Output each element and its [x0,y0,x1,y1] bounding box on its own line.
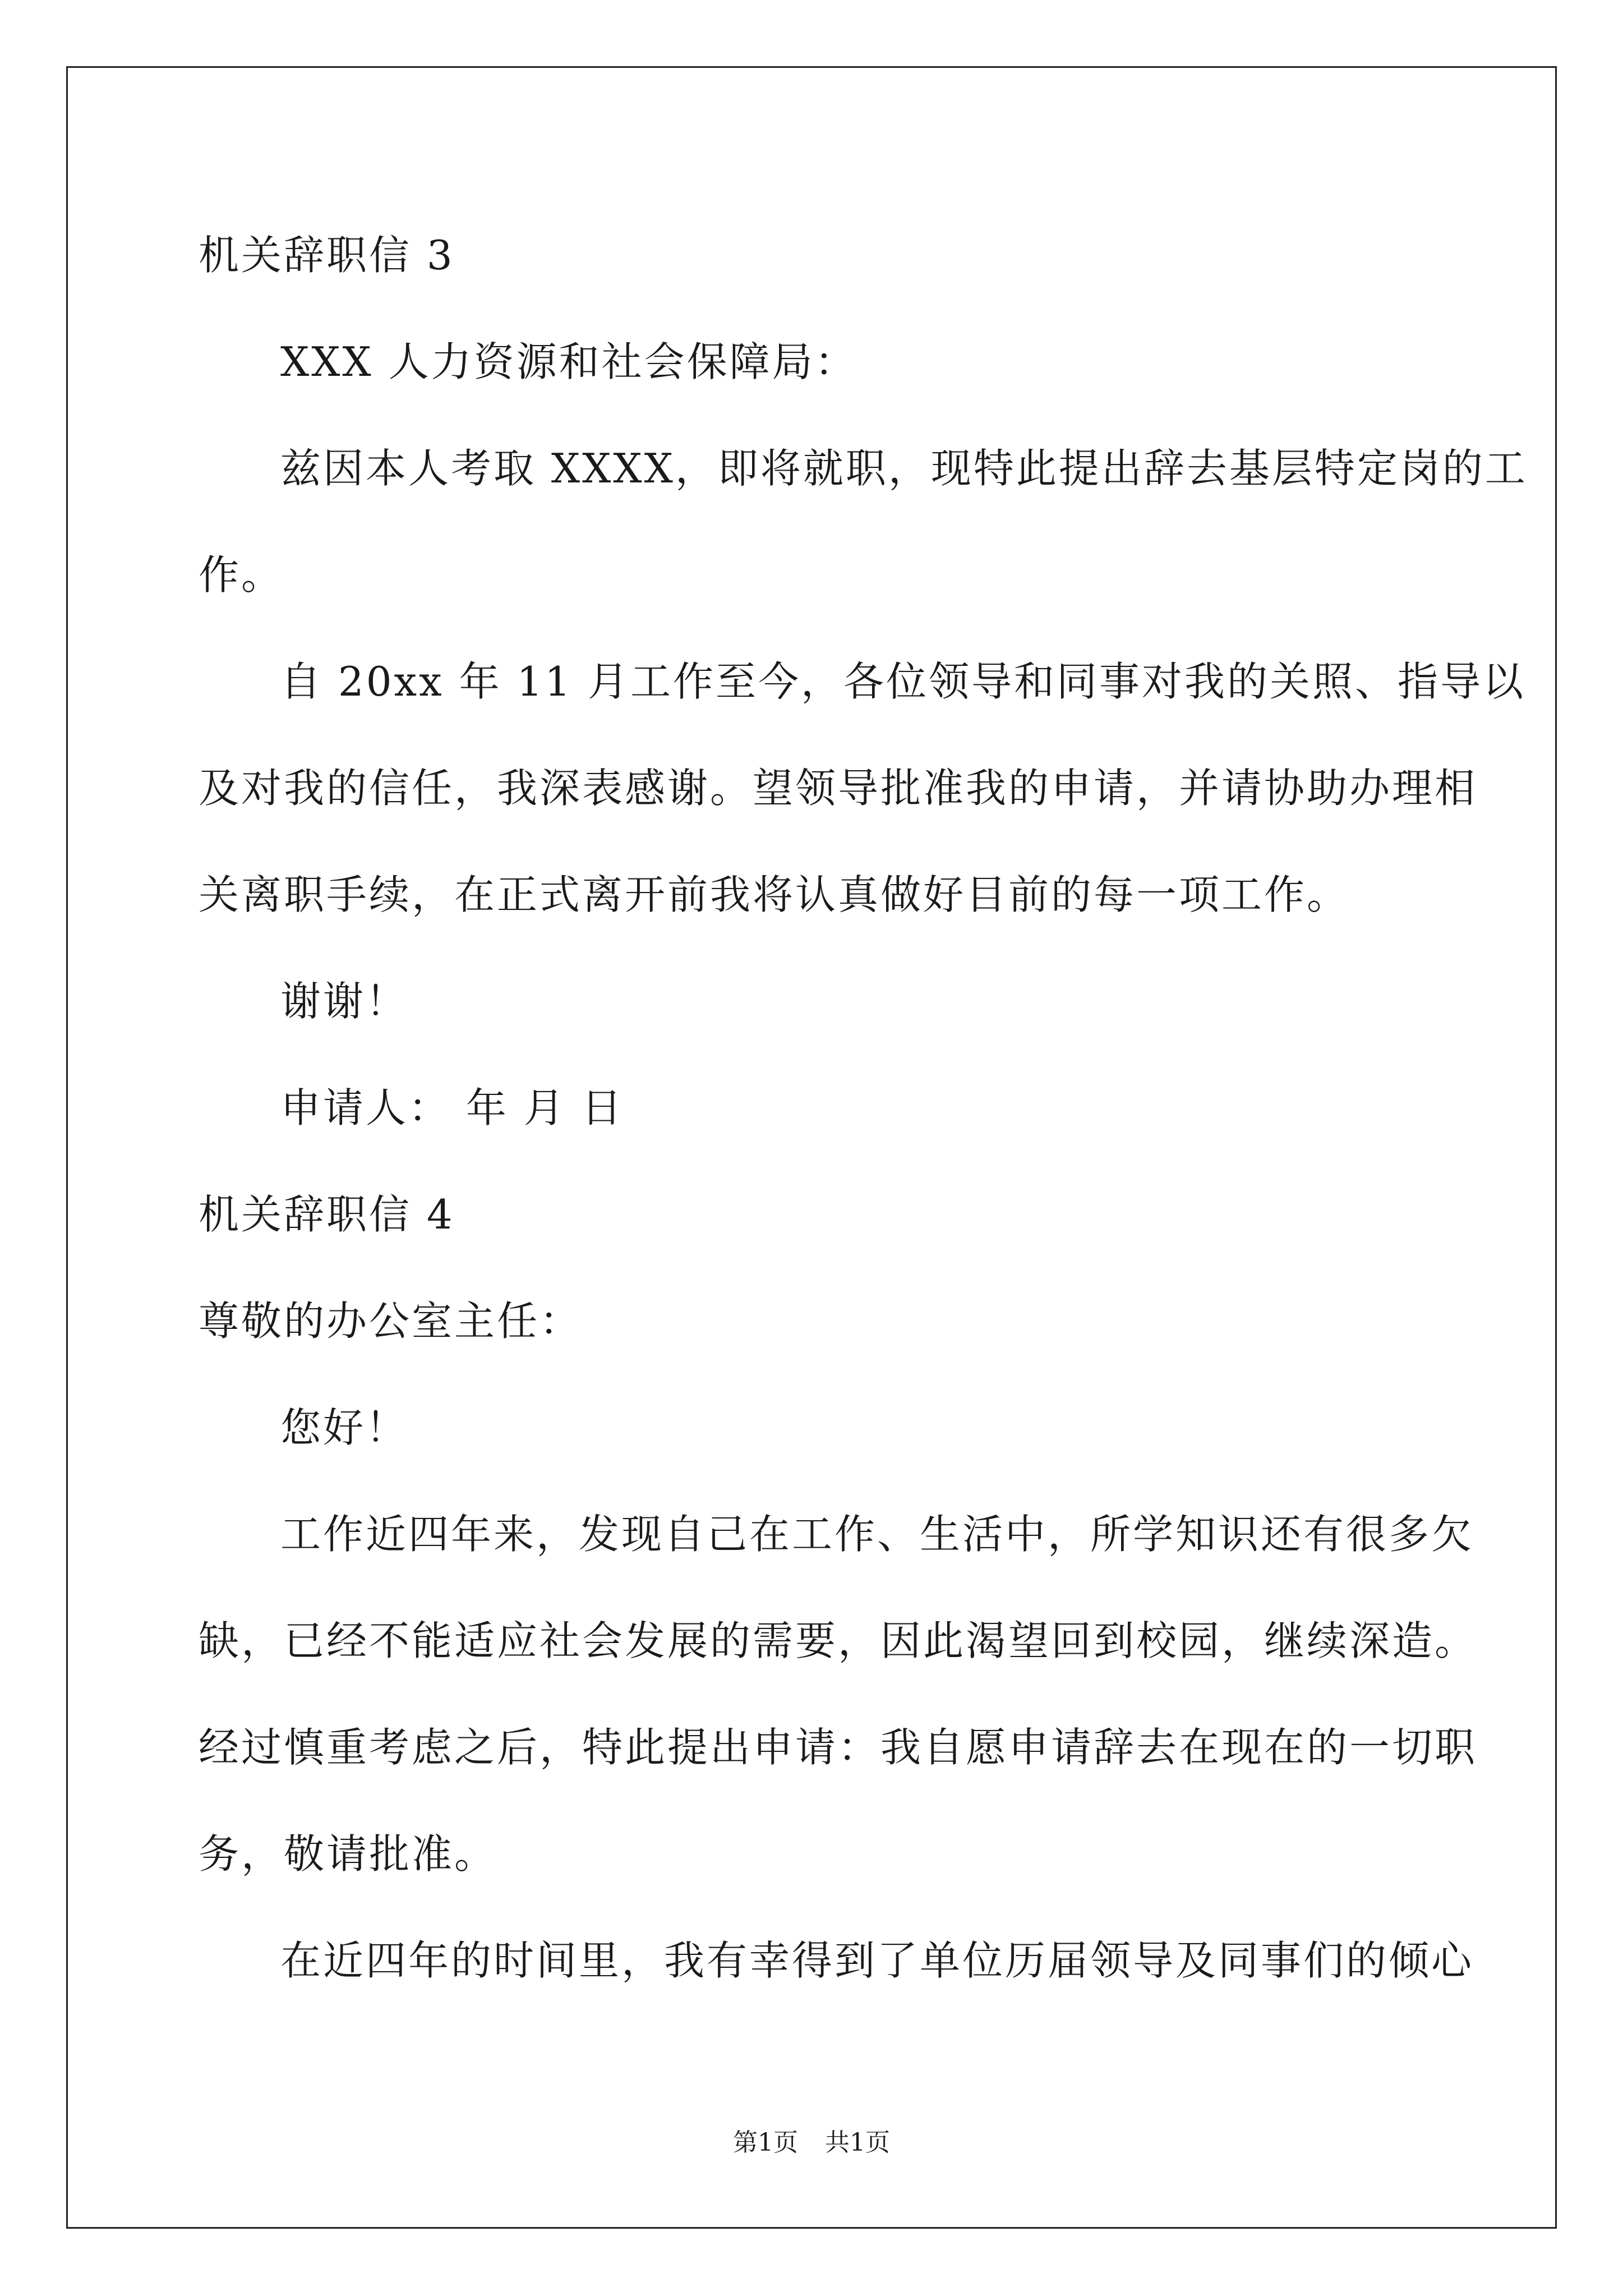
page-footer [0,2126,1623,2160]
page-number-total: 共1页 [825,2128,890,2157]
paragraph-line: 作。 [199,551,284,599]
page-number-current: 第1页 [733,2128,798,2157]
signature-line: 申请人： 年 月 日 [280,1084,624,1131]
closing-thanks: 谢谢！ [280,978,409,1025]
paragraph-line: 务，敬请批准。 [199,1830,497,1878]
paragraph-line: 缺，已经不能适应社会发展的需要，因此渴望回到校园，继续深造。 [199,1617,1478,1664]
paragraph-line: 及对我的信任，我深表感谢。望领导批准我的申请，并请协助办理相 [199,765,1478,812]
paragraph-line: 自 20xx 年 11 月工作至今，各位领导和同事对我的关照、指导以 [280,658,1525,705]
paragraph-line: 工作近四年来，发现自己在工作、生活中，所学知识还有很多欠 [280,1511,1474,1558]
paragraph-line: 兹因本人考取 XXXX，即将就职，现特此提出辞去基层特定岗的工 [280,445,1528,492]
letter-title: 机关辞职信 3 [199,232,455,279]
paragraph-line: 经过慎重考虑之后，特此提出申请：我自愿申请辞去在现在的一切职 [199,1724,1478,1771]
letter-title: 机关辞职信 4 [199,1191,455,1238]
document-body [199,202,1528,2014]
paragraph-line: 关离职手续，在正式离开前我将认真做好目前的每一项工作。 [199,871,1350,918]
salutation: XXX 人力资源和社会保障局： [280,338,857,385]
salutation: 尊敬的办公室主任： [199,1297,583,1345]
paragraph-line: 在近四年的时间里，我有幸得到了单位历届领导及同事们的倾心 [280,1937,1474,1984]
greeting: 您好！ [280,1404,409,1451]
